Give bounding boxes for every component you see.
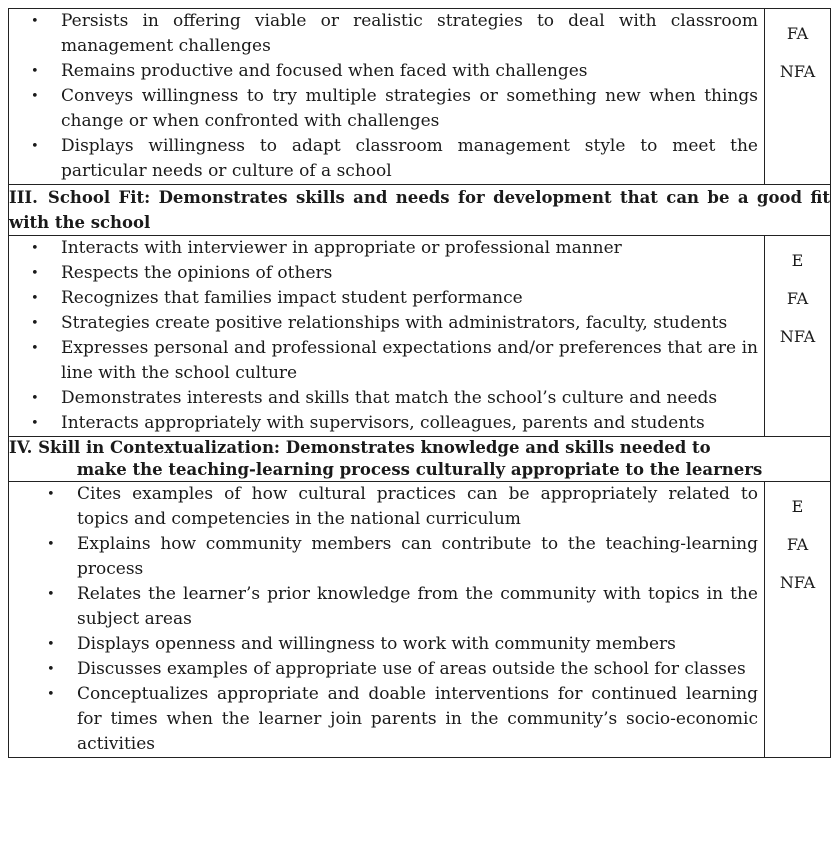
- list-item: • Interacts appropriately with supervisors, colleagues, parents and students: [9, 411, 764, 436]
- bullet-icon: •: [47, 487, 55, 502]
- section-4-indicators: [9, 482, 765, 758]
- list-item: • Conveys willingness to try multiple strategies or something new when things change or when confronted with challenges: [31, 86, 758, 131]
- list-item: • Cites examples of how cultural practices can be appropriately related to topics and competencies in the national curriculum: [47, 484, 758, 529]
- section-4-number: IV.: [9, 438, 33, 457]
- rating-nfa: NFA: [779, 327, 816, 346]
- section-3-header: [9, 185, 831, 236]
- section-4-row: [9, 482, 831, 758]
- bullet-icon: •: [31, 64, 39, 79]
- list-item: • Expresses personal and professional expectations and/or preferences that are in line with the school culture: [31, 338, 758, 383]
- rating-fa: FA: [786, 289, 809, 308]
- rating-nfa: NFA: [779, 62, 816, 81]
- bullet-icon: •: [47, 537, 55, 552]
- section-4-header-row: [9, 437, 831, 482]
- bullet-icon: •: [31, 341, 39, 356]
- section-3-number: III.: [9, 188, 38, 207]
- section-4-title-line2: make the teaching-learning process culturally appropriate to the learners: [76, 460, 763, 479]
- bullet-icon: •: [31, 291, 39, 306]
- list-item: • Strategies create positive relationships with administrators, faculty, students: [9, 311, 764, 336]
- list-item: • Relates the learner’s prior knowledge from the community with topics in the subject areas: [47, 584, 758, 629]
- bullet-icon: •: [31, 391, 39, 406]
- section-4-ratings: [765, 482, 831, 758]
- bullet-icon: •: [47, 637, 55, 652]
- bullet-icon: •: [47, 587, 55, 602]
- bullet-icon: •: [31, 139, 39, 154]
- section-3-list: [9, 236, 764, 436]
- list-item: • Discusses examples of appropriate use of areas outside the school for classes: [9, 657, 764, 682]
- list-item: • Respects the opinions of others: [9, 261, 764, 286]
- section-3-header-row: [9, 185, 831, 236]
- list-item: • Remains productive and focused when faced with challenges: [9, 59, 764, 84]
- rating-e: E: [791, 497, 804, 516]
- list-item: • Explains how community members can contribute to the teaching-learning process: [47, 534, 758, 579]
- section-3-row: [9, 236, 831, 437]
- list-item: • Recognizes that families impact student performance: [9, 286, 764, 311]
- section-4-list: [9, 482, 764, 757]
- section-prev-ratings: [765, 9, 831, 185]
- section-3-indicators: [9, 236, 765, 437]
- bullet-icon: •: [47, 687, 55, 702]
- rating-fa: FA: [786, 535, 809, 554]
- bullet-icon: •: [31, 266, 39, 281]
- bullet-icon: •: [31, 416, 39, 431]
- rubric-table: [8, 8, 831, 758]
- section-4-header: [9, 437, 831, 482]
- section-3-ratings: [765, 236, 831, 437]
- bullet-icon: •: [47, 662, 55, 677]
- list-item: • Conceptualizes appropriate and doable interventions for continued learning for times when the learner join parents in the community’s socio-economic activities: [47, 684, 758, 754]
- list-item: • Persists in offering viable or realistic strategies to deal with classroom management challenges: [31, 11, 758, 56]
- list-item: • Displays willingness to adapt classroom management style to meet the particular needs or culture of a school: [31, 136, 758, 181]
- bullet-icon: •: [31, 241, 39, 256]
- bullet-icon: •: [31, 316, 39, 331]
- bullet-icon: •: [31, 14, 39, 29]
- bullet-icon: •: [31, 89, 39, 104]
- list-item: • Demonstrates interests and skills that match the school’s culture and needs: [9, 386, 764, 411]
- rating-e: E: [791, 251, 804, 270]
- section-prev-indicators: [9, 9, 765, 185]
- section-4-title-line1: Skill in Contextualization: Demonstrates knowledge and skills needed to: [38, 438, 711, 457]
- rating-fa: FA: [786, 24, 809, 43]
- section-prev-row: [9, 9, 831, 185]
- list-item: • Displays openness and willingness to work with community members: [9, 632, 764, 657]
- rating-nfa: NFA: [779, 573, 816, 592]
- section-prev-list: [9, 9, 764, 184]
- list-item: • Interacts with interviewer in appropriate or professional manner: [9, 236, 764, 261]
- section-3-title: School Fit: Demonstrates skills and needs for development that can be a good fit with the school: [9, 188, 830, 232]
